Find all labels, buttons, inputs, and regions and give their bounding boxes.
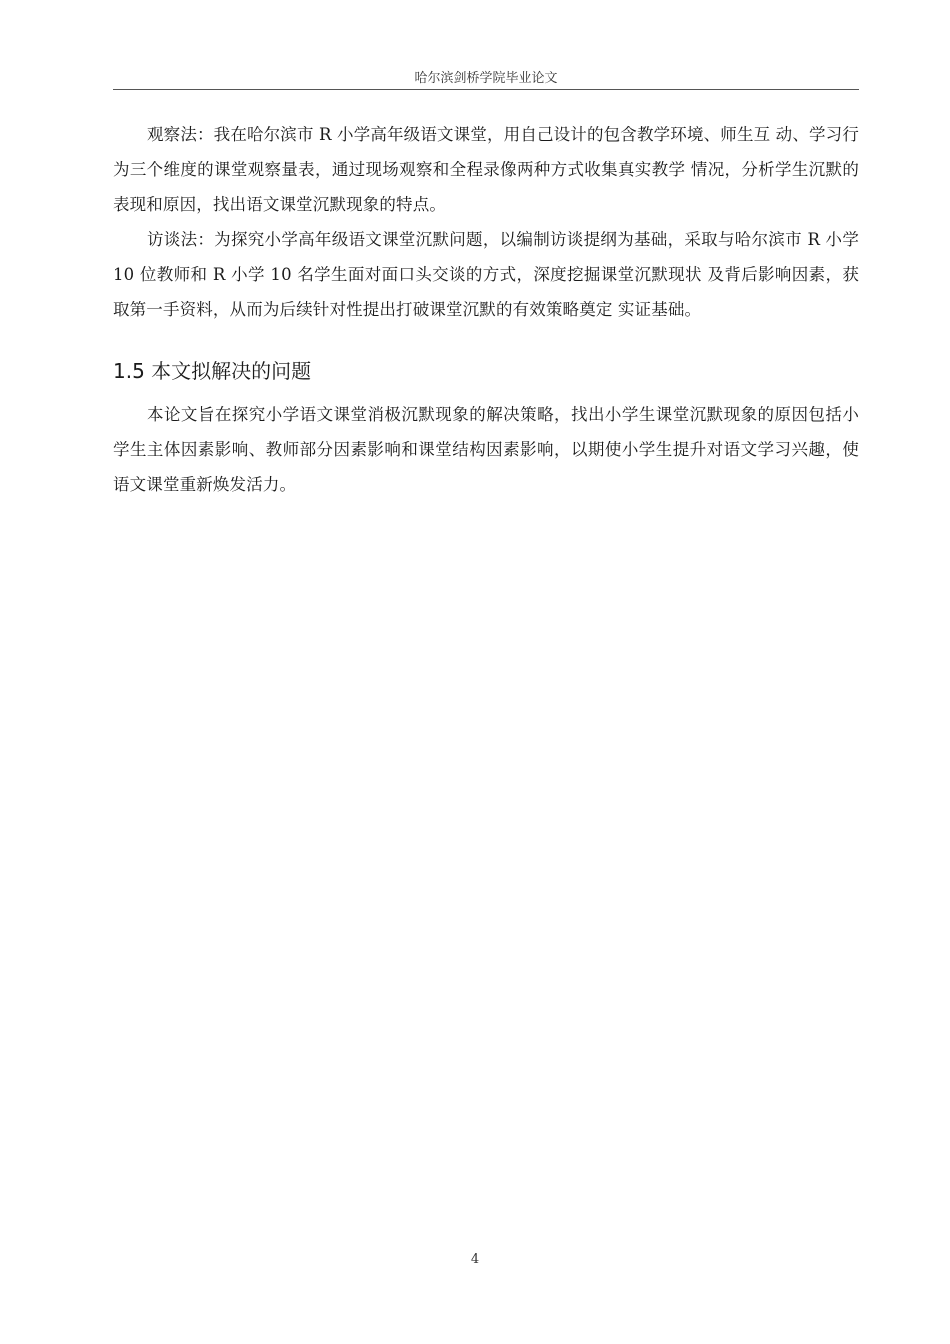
header-divider xyxy=(113,89,859,90)
running-header: 哈尔滨剑桥学院毕业论文 xyxy=(414,71,558,86)
paragraph-problem-statement: 本论文旨在探究小学语文课堂消极沉默现象的解决策略，找出小学生课堂沉默现象的原因包括小学生主体因素影响、教师部分因素影响和课堂结构因素影响，以期使小学生提升对语文学习兴趣，使语文课堂重新焕发活力。 xyxy=(113,405,859,494)
page-number: 4 xyxy=(470,1252,480,1267)
paragraph-interview-method: 访谈法：为探究小学高年级语文课堂沉默问题，以编制访谈提纲为基础，采取与哈尔滨市 R 小学 10 位教师和 R 小学 10 名学生面对面口头交谈的方式，深度挖掘课堂沉默现状 及背后影响因素，获取第一手资料，从而为后续针对性提出打破课堂沉默的有效策略奠定 实证基础。 xyxy=(113,230,859,319)
section-heading: 1.5 本文拟解决的问题 xyxy=(113,359,312,383)
paragraph-observation-method: 观察法：我在哈尔滨市 R 小学高年级语文课堂，用自己设计的包含教学环境、师生互 动、学习行为三个维度的课堂观察量表，通过现场观察和全程录像两种方式收集真实教学 情况，分析学生沉默的表现和原因，找出语文课堂沉默现象的特点。 xyxy=(113,125,859,214)
